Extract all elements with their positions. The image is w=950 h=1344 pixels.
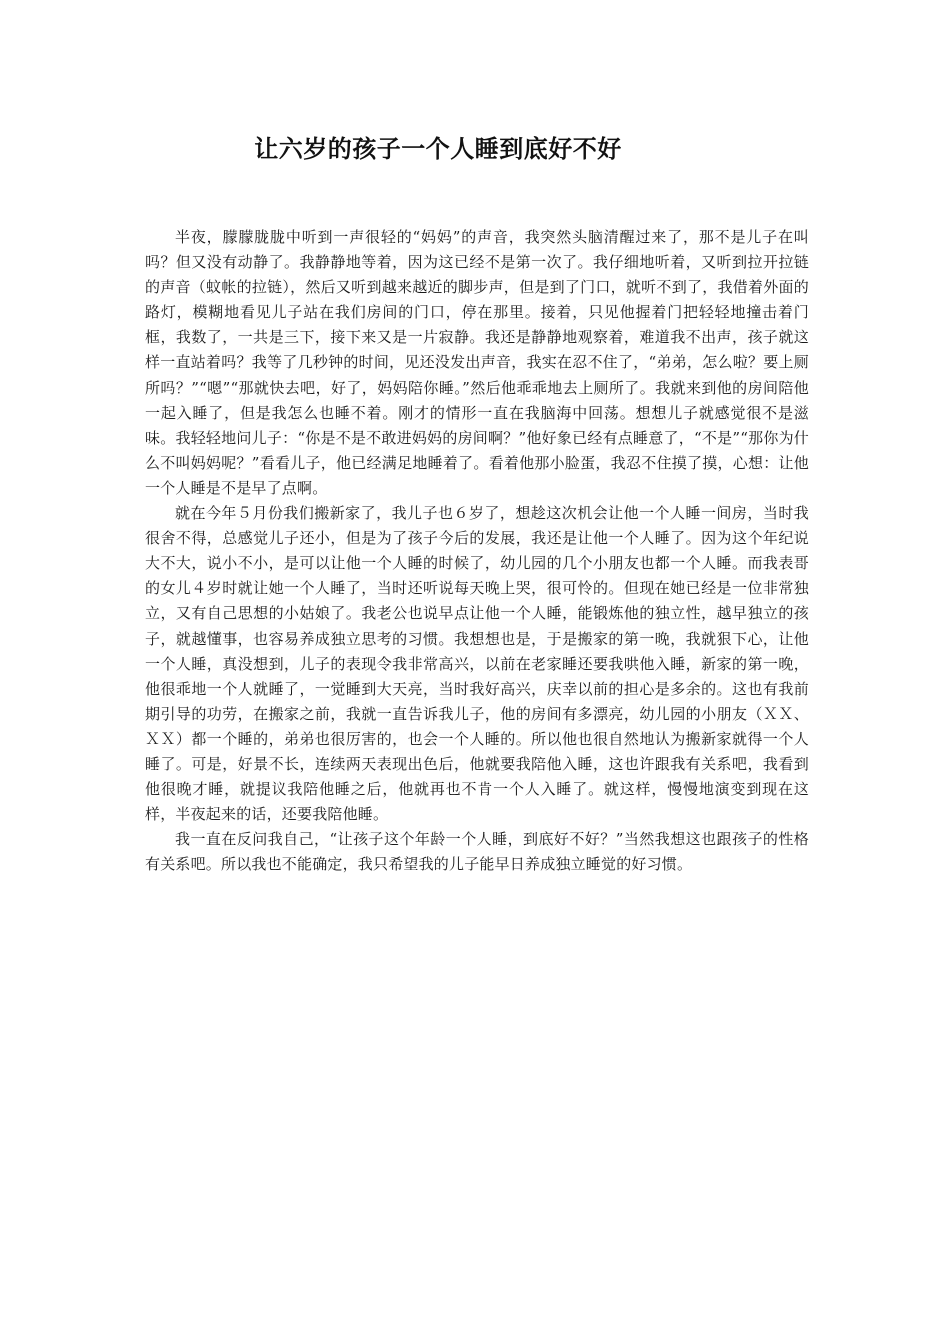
paragraph-2: 就在今年５月份我们搬新家了，我儿子也６岁了，想趁这次机会让他一个人睡一间房，当时我很舍不得，总感觉儿子还小，但是为了孩子今后的发展，我还是让他一个人睡了。因为这个年纪说大不大，说小不小，是可以让他一个人睡的时候了，幼儿园的几个小朋友也都一个人睡。而我表哥的女儿４岁时就让她一个人睡了，当时还听说每天晚上哭，很可怜的。但现在她已经是一位非常独立，又有自己思想的小姑娘了。我老公也说早点让他一个人睡，能锻炼他的独立性，越早独立的孩子，就越懂事，也容易养成独立思考的习惯。我想想也是，于是搬家的第一晚，我就狠下心，让他一个人睡，真没想到，儿子的表现令我非常高兴，以前在老家睡还要我哄他入睡，新家的第一晚，他很乖地一个人就睡了，一觉睡到大天亮，当时我好高兴，庆幸以前的担心是多余的。这也有我前期引导的功劳，在搬家之前，我就一直告诉我儿子，他的房间有多漂亮，幼儿园的小朋友（ＸＸ、ＸＸ）都一个睡的，弟弟也很厉害的，也会一个人睡的。所以他也很自然地认为搬新家就得一个人睡了。可是，好景不长，连续两天表现出色后，他就要我陪他入睡，这也许跟我有关系吧，我看到他很晚才睡，就提议我陪他睡之后，他就再也不肯一个人入睡了。就这样，慢慢地演变到现在这样，半夜起来的话，还要我陪他睡。 (145, 504, 809, 824)
paragraph-3: 我一直在反问我自己，“让孩子这个年龄一个人睡，到底好不好？”当然我想这也跟孩子的性格有关系吧。所以我也不能确定，我只希望我的儿子能早日养成独立睡觉的好习惯。 (145, 830, 809, 874)
paragraph-1: 半夜，朦朦胧胧中听到一声很轻的“妈妈”的声音，我突然头脑清醒过来了，那不是儿子在叫吗？但又没有动静了。我静静地等着，因为这已经不是第一次了。我仔细地听着，又听到拉开拉链的声音（蚊帐的拉链），然后又听到越来越近的脚步声，但是到了门口，就听不到了，我借着外面的路灯，模糊地看见儿子站在我们房间的门口，停在那里。接着，只见他握着门把轻轻地撞击着门框，我数了，一共是三下，接下来又是一片寂静。我还是静静地观察着，难道我不出声，孩子就这样一直站着吗？我等了几秒钟的时间，见还没发出声音，我实在忍不住了，“弟弟，怎么啦？要上厕所吗？”“嗯”“那就快去吧，好了，妈妈陪你睡。”然后他乖乖地去上厕所了。我就来到他的房间陪他一起入睡了，但是我怎么也睡不着。刚才的情形一直在我脑海中回荡。想想儿子就感觉很不是滋味。我轻轻地问儿子：“你是不是不敢进妈妈的房间啊？”他好象已经有点睡意了，“不是”“那你为什么不叫妈妈呢？”看看儿子，他已经满足地睡着了。看着他那小脸蛋，我忍不住摸了摸，心想：让他一个人睡是不是早了点啊。 (145, 228, 809, 497)
document-body (145, 225, 809, 877)
document-title: 让六岁的孩子一个人睡到底好不好 (254, 135, 622, 163)
